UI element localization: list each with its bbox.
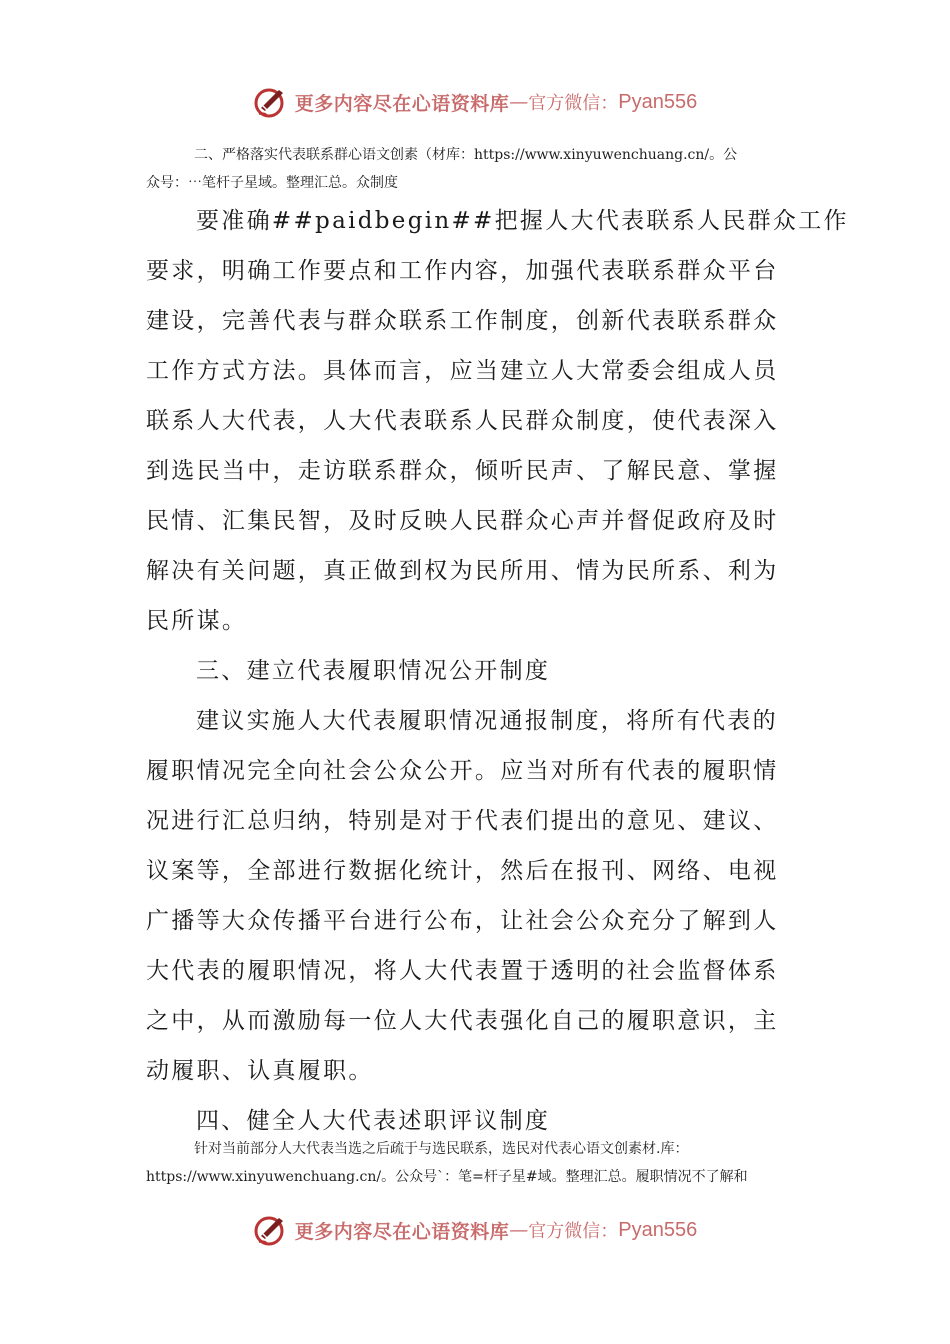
banner-wechat-id: Pyan556 — [618, 1218, 698, 1241]
top-note-line-1: 二、严格落实代表联系群心语文创素（材库：https://www.xinyuwenchuang.cn/。公 — [194, 147, 738, 163]
paragraph-2 — [146, 696, 816, 1096]
banner-wechat-id: Pyan556 — [618, 90, 698, 113]
text-line: 解决有关问题，真正做到权为民所用、情为民所系、利为 — [146, 558, 779, 584]
banner-title: 更多内容尽在心语资料库 — [294, 1220, 510, 1243]
section-heading-3 — [146, 646, 816, 696]
banner-separator: — — [509, 1219, 529, 1241]
footer-banner — [0, 1208, 950, 1252]
heading-text: 三、建立代表履职情况公开制度 — [196, 658, 551, 684]
banner-title: 更多内容尽在心语资料库 — [294, 92, 510, 115]
text-line: 民所谋。 — [146, 608, 248, 634]
text-line: 建议实施人大代表履职情况通报制度，将所有代表的 — [196, 708, 778, 734]
banner-separator: — — [509, 91, 529, 113]
bottom-note-line-2: https://www.xinyuwenchuang.cn/。公众号`：笔=杆子星#域。整理汇总。履职情况不了解和 — [146, 1169, 748, 1185]
text-line: 之中，从而激励每一位人大代表强化自己的履职意识，主 — [146, 1008, 779, 1034]
text-line: 履职情况完全向社会公众公开。应当对所有代表的履职情 — [146, 758, 779, 784]
brush-logo-icon — [253, 84, 289, 120]
top-note-line-2: 众号：⋯笔杆子星域。整理汇总。众制度 — [146, 175, 398, 191]
banner-subtitle: 官方微信： — [528, 93, 619, 114]
text-line: 建设，完善代表与群众联系工作制度，创新代表联系群众 — [146, 308, 779, 334]
text-line: 到选民当中，走访联系群众，倾听民声、了解民意、掌握 — [146, 458, 779, 484]
bottom-note — [146, 1135, 806, 1191]
text-line: 广播等大众传播平台进行公布，让社会公众充分了解到人 — [146, 908, 779, 934]
text-line: 工作方式方法。具体而言，应当建立人大常委会组成人员 — [146, 358, 779, 384]
text-line: 民情、汇集民智，及时反映人民群众心声并督促政府及时 — [146, 508, 779, 534]
text-line: 议案等，全部进行数据化统计，然后在报刊、网络、电视 — [146, 858, 779, 884]
document-body — [146, 196, 849, 1146]
heading-text: 四、健全人大代表述职评议制度 — [196, 1108, 551, 1134]
text-line: 联系人大代表，人大代表联系人民群众制度，使代表深入 — [146, 408, 779, 434]
paragraph-1 — [146, 196, 849, 646]
brush-logo-icon — [253, 1212, 289, 1248]
text-line: 要求，明确工作要点和工作内容，加强代表联系群众平台 — [146, 258, 779, 284]
text-line: 况进行汇总归纳，特别是对于代表们提出的意见、建议、 — [146, 808, 779, 834]
bottom-note-line-1: 针对当前部分人大代表当选之后疏于与选民联系，选民对代表心语文创素材.库： — [194, 1141, 689, 1157]
text-line: 动履职、认真履职。 — [146, 1058, 374, 1084]
text-line: 要准确##paidbegin##把握人大代表联系人民群众工作 — [196, 208, 849, 234]
banner-subtitle: 官方微信： — [528, 1221, 619, 1242]
text-line: 大代表的履职情况，将人大代表置于透明的社会监督体系 — [146, 958, 779, 984]
header-banner — [0, 80, 950, 124]
top-note — [146, 141, 806, 197]
